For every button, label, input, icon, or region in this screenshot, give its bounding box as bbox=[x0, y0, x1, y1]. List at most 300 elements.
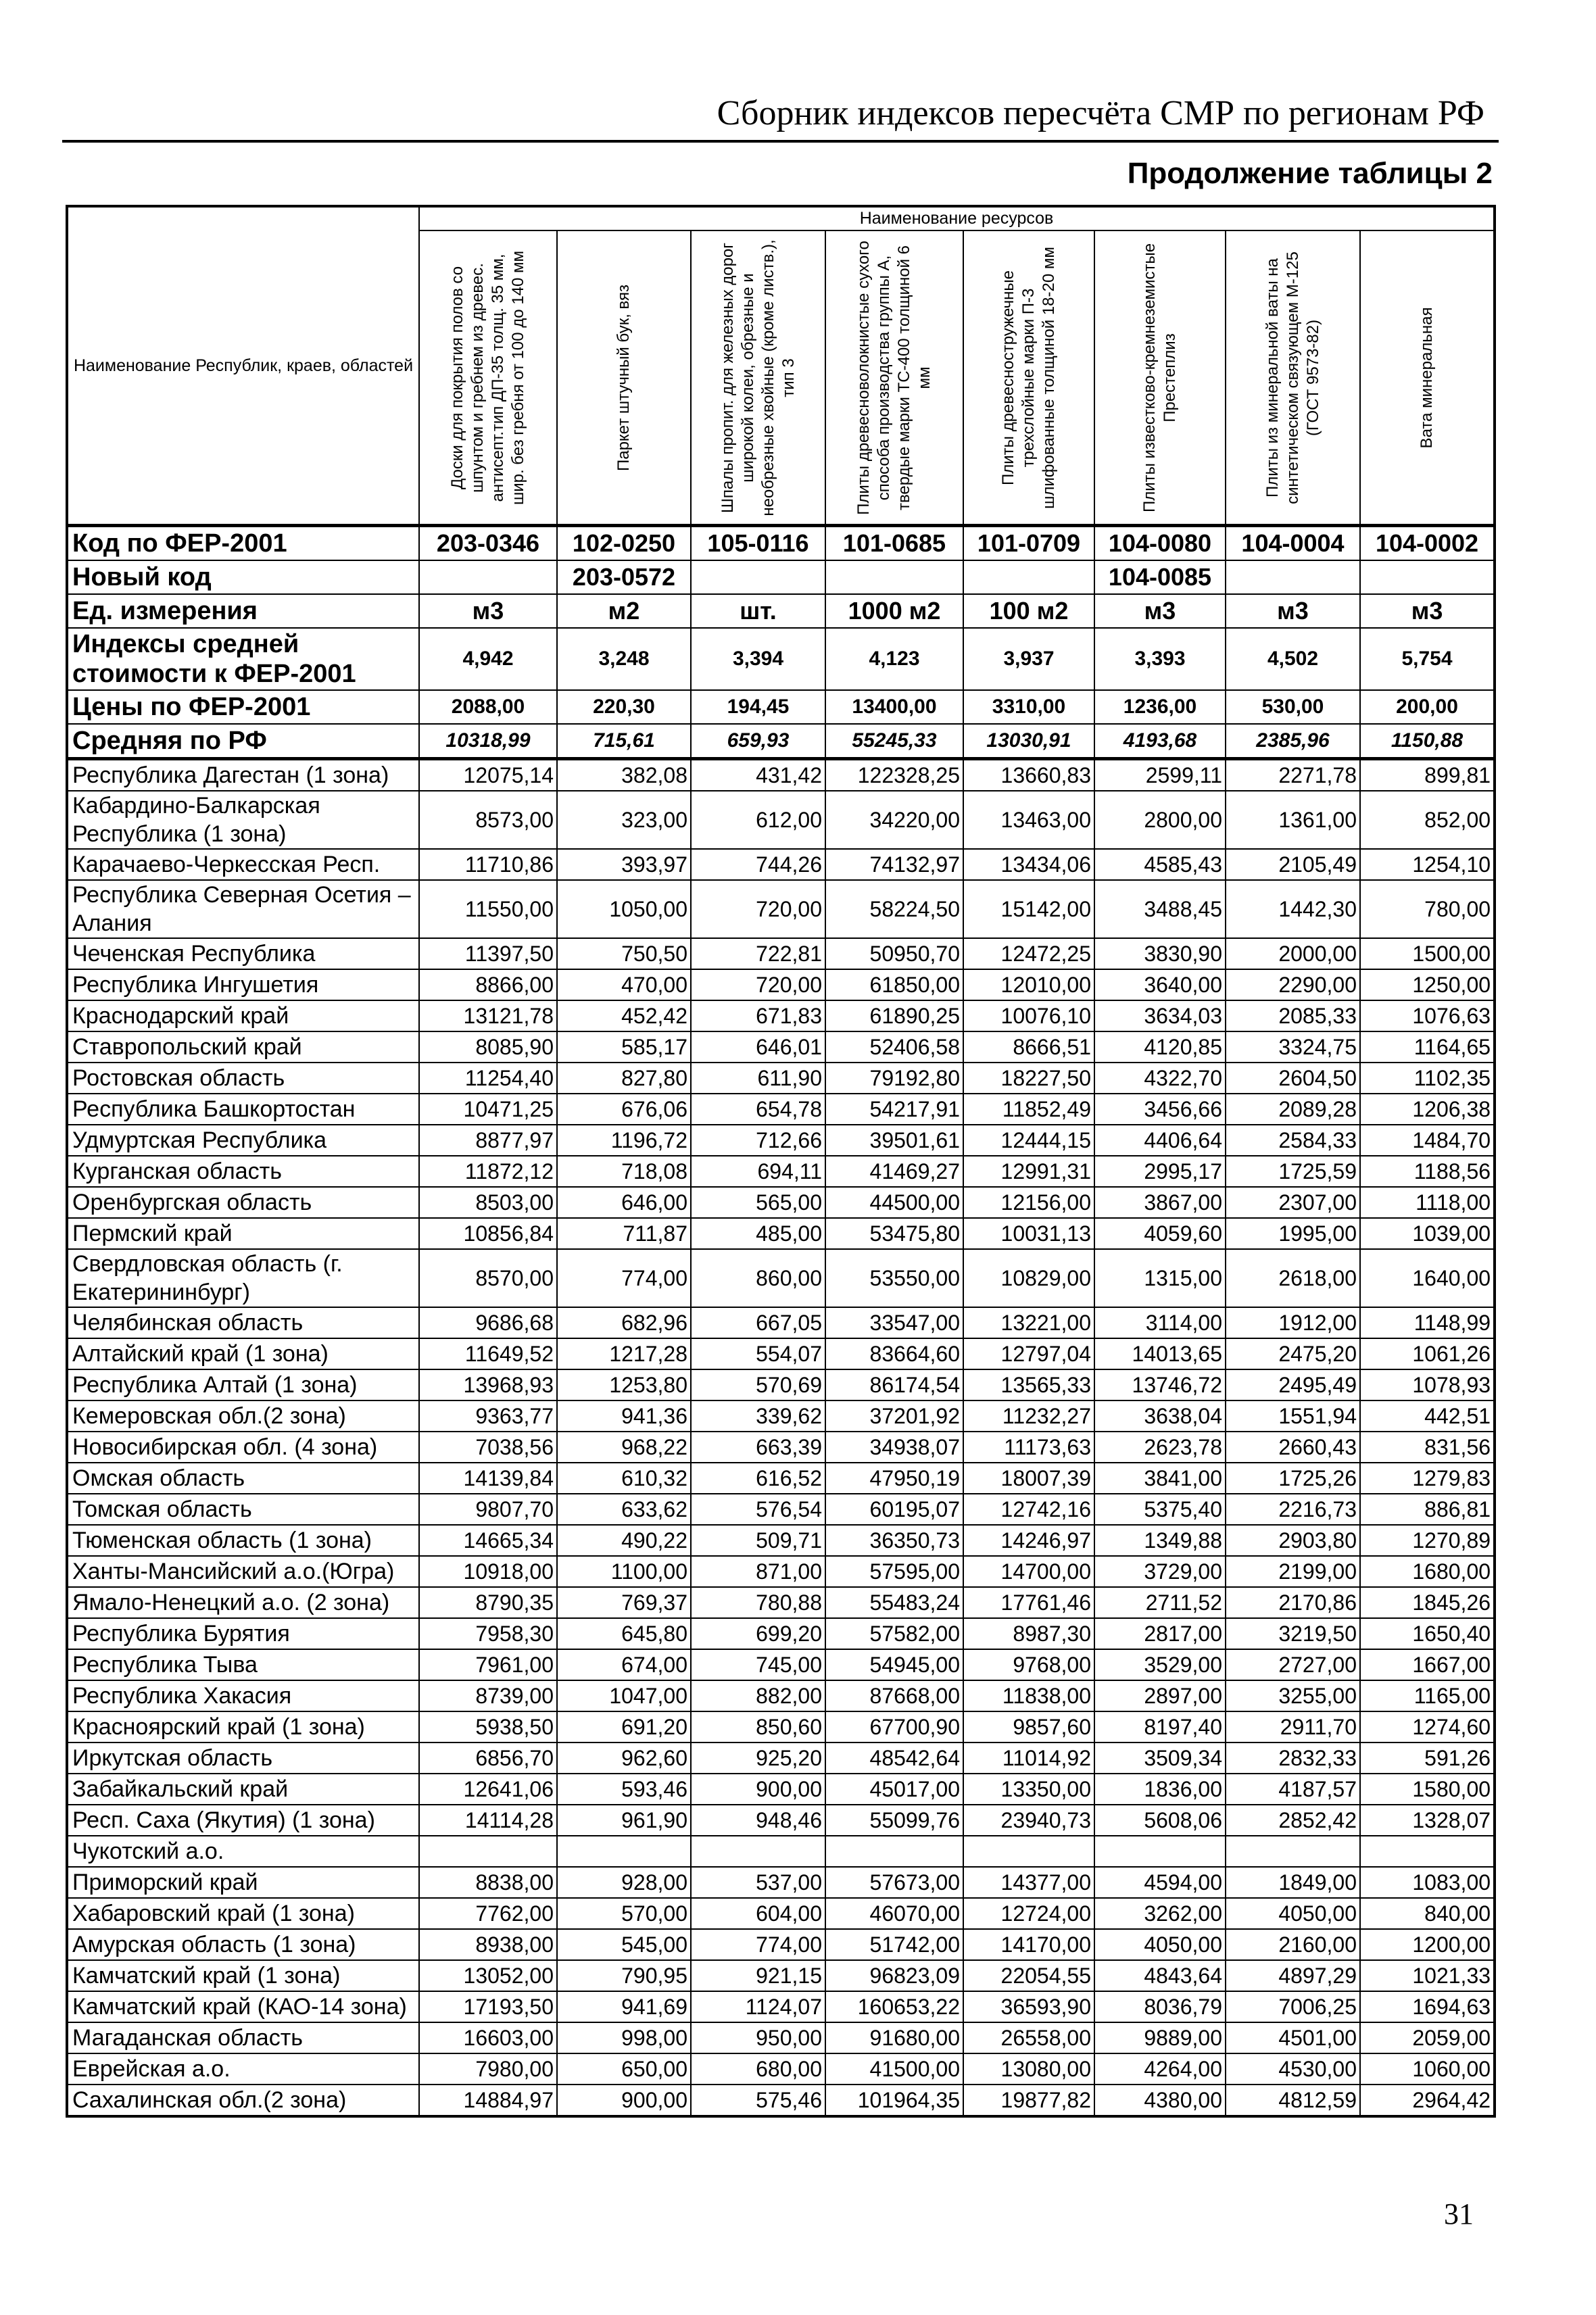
value-cell: 1118,00 bbox=[1360, 1187, 1495, 1218]
table-row bbox=[67, 2053, 1495, 2085]
meta-cell: 100 м2 bbox=[963, 594, 1094, 628]
value-cell: 4594,00 bbox=[1094, 1867, 1226, 1898]
value-cell: 676,06 bbox=[557, 1094, 691, 1125]
value-cell: 3262,00 bbox=[1094, 1898, 1226, 1929]
column-header bbox=[1360, 230, 1495, 526]
value-cell: 55099,76 bbox=[825, 1805, 963, 1836]
value-cell: 57673,00 bbox=[825, 1867, 963, 1898]
region-name: Республика Дагестан (1 зона) bbox=[67, 759, 419, 791]
table-row bbox=[67, 1094, 1495, 1125]
value-cell: 5938,50 bbox=[419, 1711, 557, 1743]
value-cell: 48542,64 bbox=[825, 1743, 963, 1774]
value-cell: 4322,70 bbox=[1094, 1063, 1226, 1094]
region-name: Кабардино-Балкарская Республика (1 зона) bbox=[67, 791, 419, 849]
region-name: Омская область bbox=[67, 1463, 419, 1494]
table-row bbox=[67, 759, 1495, 791]
region-name: Кемеровская обл.(2 зона) bbox=[67, 1400, 419, 1432]
value-cell: 1442,30 bbox=[1226, 880, 1360, 938]
value-cell: 2495,49 bbox=[1226, 1369, 1360, 1400]
value-cell: 8085,90 bbox=[419, 1031, 557, 1063]
value-cell: 2727,00 bbox=[1226, 1649, 1360, 1680]
value-cell: 1725,26 bbox=[1226, 1463, 1360, 1494]
meta-cell: м3 bbox=[1094, 594, 1226, 628]
value-cell: 711,87 bbox=[557, 1218, 691, 1249]
value-cell: 1188,56 bbox=[1360, 1156, 1495, 1187]
value-cell: 47950,19 bbox=[825, 1463, 963, 1494]
value-cell: 8866,00 bbox=[419, 969, 557, 1000]
value-cell: 339,62 bbox=[691, 1400, 825, 1432]
value-cell: 2584,33 bbox=[1226, 1125, 1360, 1156]
value-cell: 41469,27 bbox=[825, 1156, 963, 1187]
value-cell: 96823,09 bbox=[825, 1960, 963, 1991]
meta-cell bbox=[825, 560, 963, 594]
meta-cell: 101-0685 bbox=[825, 526, 963, 561]
column-header bbox=[419, 230, 557, 526]
meta-cell: м3 bbox=[1226, 594, 1360, 628]
value-cell: 6856,70 bbox=[419, 1743, 557, 1774]
column-header-label: Плиты древесностружечные трехслойные марки П-3 шлифованные толщиной 18-20 мм bbox=[999, 246, 1058, 509]
value-cell: 74132,97 bbox=[825, 849, 963, 880]
value-cell bbox=[691, 1836, 825, 1867]
value-cell: 2911,70 bbox=[1226, 1711, 1360, 1743]
value-cell: 8573,00 bbox=[419, 791, 557, 849]
meta-cell: 659,93 bbox=[691, 724, 825, 759]
table-row bbox=[67, 1711, 1495, 1743]
value-cell: 654,78 bbox=[691, 1094, 825, 1125]
value-cell: 3456,66 bbox=[1094, 1094, 1226, 1125]
value-cell: 36593,90 bbox=[963, 1991, 1094, 2022]
region-name: Иркутская область bbox=[67, 1743, 419, 1774]
table-row bbox=[67, 1338, 1495, 1369]
value-cell: 13052,00 bbox=[419, 1960, 557, 1991]
meta-cell bbox=[419, 560, 557, 594]
value-cell: 646,00 bbox=[557, 1187, 691, 1218]
value-cell: 11173,63 bbox=[963, 1432, 1094, 1463]
region-name: Приморский край bbox=[67, 1867, 419, 1898]
meta-cell: шт. bbox=[691, 594, 825, 628]
meta-cell: 203-0572 bbox=[557, 560, 691, 594]
value-cell: 1328,07 bbox=[1360, 1805, 1495, 1836]
meta-cell: 2088,00 bbox=[419, 690, 557, 724]
value-cell: 8739,00 bbox=[419, 1680, 557, 1711]
table-row bbox=[67, 938, 1495, 969]
value-cell: 667,05 bbox=[691, 1307, 825, 1338]
meta-cell: 2385,96 bbox=[1226, 724, 1360, 759]
value-cell: 14884,97 bbox=[419, 2085, 557, 2116]
value-cell: 998,00 bbox=[557, 2022, 691, 2053]
value-cell: 750,50 bbox=[557, 938, 691, 969]
value-cell: 790,95 bbox=[557, 1960, 691, 1991]
region-name: Чеченская Республика bbox=[67, 938, 419, 969]
value-cell: 34938,07 bbox=[825, 1432, 963, 1463]
table-row bbox=[67, 1249, 1495, 1307]
value-cell: 1060,00 bbox=[1360, 2053, 1495, 2085]
value-cell: 79192,80 bbox=[825, 1063, 963, 1094]
table-row bbox=[67, 1960, 1495, 1991]
value-cell: 570,00 bbox=[557, 1898, 691, 1929]
value-cell: 780,88 bbox=[691, 1587, 825, 1618]
value-cell: 11852,49 bbox=[963, 1094, 1094, 1125]
row-label: Код по ФЕР-2001 bbox=[67, 526, 419, 561]
value-cell: 9686,68 bbox=[419, 1307, 557, 1338]
value-cell: 7961,00 bbox=[419, 1649, 557, 1680]
value-cell: 2817,00 bbox=[1094, 1618, 1226, 1649]
value-cell: 2199,00 bbox=[1226, 1556, 1360, 1587]
value-cell: 1102,35 bbox=[1360, 1063, 1495, 1094]
value-cell: 442,51 bbox=[1360, 1400, 1495, 1432]
value-cell: 1200,00 bbox=[1360, 1929, 1495, 1960]
value-cell: 1270,89 bbox=[1360, 1525, 1495, 1556]
region-name: Тюменская область (1 зона) bbox=[67, 1525, 419, 1556]
value-cell: 83664,60 bbox=[825, 1338, 963, 1369]
value-cell: 2307,00 bbox=[1226, 1187, 1360, 1218]
value-cell: 12742,16 bbox=[963, 1494, 1094, 1525]
value-cell: 2059,00 bbox=[1360, 2022, 1495, 2053]
table-row bbox=[67, 1000, 1495, 1031]
value-cell: 780,00 bbox=[1360, 880, 1495, 938]
value-cell: 8197,40 bbox=[1094, 1711, 1226, 1743]
value-cell: 11838,00 bbox=[963, 1680, 1094, 1711]
value-cell: 718,08 bbox=[557, 1156, 691, 1187]
value-cell: 831,56 bbox=[1360, 1432, 1495, 1463]
value-cell: 2089,28 bbox=[1226, 1094, 1360, 1125]
value-cell: 14246,97 bbox=[963, 1525, 1094, 1556]
value-cell: 57582,00 bbox=[825, 1618, 963, 1649]
value-cell: 616,52 bbox=[691, 1463, 825, 1494]
value-cell: 13660,83 bbox=[963, 759, 1094, 791]
region-name: Алтайский край (1 зона) bbox=[67, 1338, 419, 1369]
value-cell: 1694,63 bbox=[1360, 1991, 1495, 2022]
value-cell: 545,00 bbox=[557, 1929, 691, 1960]
value-cell: 13221,00 bbox=[963, 1307, 1094, 1338]
value-cell: 12075,14 bbox=[419, 759, 557, 791]
value-cell: 900,00 bbox=[691, 1774, 825, 1805]
meta-cell: 3,937 bbox=[963, 628, 1094, 690]
region-name: Курганская область bbox=[67, 1156, 419, 1187]
column-header-label: Доски для покрытия полов со шпунтом и гребнем из древес. антисепт.тип ДП-35 толщ. 35 мм, шир. без гребня от 100 до 140 мм bbox=[448, 250, 527, 505]
value-cell: 2216,73 bbox=[1226, 1494, 1360, 1525]
column-header bbox=[1226, 230, 1360, 526]
value-cell: 2623,78 bbox=[1094, 1432, 1226, 1463]
value-cell: 2160,00 bbox=[1226, 1929, 1360, 1960]
value-cell: 961,90 bbox=[557, 1805, 691, 1836]
value-cell: 1500,00 bbox=[1360, 938, 1495, 969]
value-cell: 860,00 bbox=[691, 1249, 825, 1307]
value-cell: 33547,00 bbox=[825, 1307, 963, 1338]
meta-cell: 200,00 bbox=[1360, 690, 1495, 724]
table-row bbox=[67, 1556, 1495, 1587]
value-cell: 12156,00 bbox=[963, 1187, 1094, 1218]
value-cell: 671,83 bbox=[691, 1000, 825, 1031]
table-row bbox=[67, 2085, 1495, 2116]
value-cell: 3638,04 bbox=[1094, 1400, 1226, 1432]
table-row bbox=[67, 1649, 1495, 1680]
value-cell: 11397,50 bbox=[419, 938, 557, 969]
column-header bbox=[825, 230, 963, 526]
value-cell: 323,00 bbox=[557, 791, 691, 849]
value-cell: 1250,00 bbox=[1360, 969, 1495, 1000]
table-row bbox=[67, 1743, 1495, 1774]
region-name: Республика Башкортостан bbox=[67, 1094, 419, 1125]
value-cell: 12444,15 bbox=[963, 1125, 1094, 1156]
value-cell: 1667,00 bbox=[1360, 1649, 1495, 1680]
value-cell: 900,00 bbox=[557, 2085, 691, 2116]
value-cell: 12010,00 bbox=[963, 969, 1094, 1000]
value-cell: 2271,78 bbox=[1226, 759, 1360, 791]
value-cell: 46070,00 bbox=[825, 1898, 963, 1929]
region-name: Республика Тыва bbox=[67, 1649, 419, 1680]
value-cell: 8987,30 bbox=[963, 1618, 1094, 1649]
value-cell: 1650,40 bbox=[1360, 1618, 1495, 1649]
value-cell: 22054,55 bbox=[963, 1960, 1094, 1991]
value-cell: 591,26 bbox=[1360, 1743, 1495, 1774]
value-cell: 722,81 bbox=[691, 938, 825, 969]
value-cell: 9857,60 bbox=[963, 1711, 1094, 1743]
value-cell: 745,00 bbox=[691, 1649, 825, 1680]
table-row bbox=[67, 1494, 1495, 1525]
value-cell: 691,20 bbox=[557, 1711, 691, 1743]
table-row bbox=[67, 1805, 1495, 1836]
meta-cell: 102-0250 bbox=[557, 526, 691, 561]
value-cell: 4530,00 bbox=[1226, 2053, 1360, 2085]
value-cell: 1254,10 bbox=[1360, 849, 1495, 880]
value-cell: 2800,00 bbox=[1094, 791, 1226, 849]
value-cell: 2852,42 bbox=[1226, 1805, 1360, 1836]
value-cell: 12472,25 bbox=[963, 938, 1094, 969]
value-cell: 575,46 bbox=[691, 2085, 825, 2116]
region-name: Республика Алтай (1 зона) bbox=[67, 1369, 419, 1400]
value-cell: 680,00 bbox=[691, 2053, 825, 2085]
table-row bbox=[67, 1774, 1495, 1805]
table-row bbox=[67, 1463, 1495, 1494]
value-cell: 13121,78 bbox=[419, 1000, 557, 1031]
value-cell: 9768,00 bbox=[963, 1649, 1094, 1680]
value-cell: 1078,93 bbox=[1360, 1369, 1495, 1400]
value-cell: 509,71 bbox=[691, 1525, 825, 1556]
value-cell: 3867,00 bbox=[1094, 1187, 1226, 1218]
value-cell: 51742,00 bbox=[825, 1929, 963, 1960]
value-cell bbox=[825, 1836, 963, 1867]
value-cell: 899,81 bbox=[1360, 759, 1495, 791]
value-cell: 3509,34 bbox=[1094, 1743, 1226, 1774]
value-cell: 1484,70 bbox=[1360, 1125, 1495, 1156]
value-cell: 37201,92 bbox=[825, 1400, 963, 1432]
value-cell: 2964,42 bbox=[1360, 2085, 1495, 2116]
value-cell: 1279,83 bbox=[1360, 1463, 1495, 1494]
value-cell: 554,07 bbox=[691, 1338, 825, 1369]
value-cell: 10031,13 bbox=[963, 1218, 1094, 1249]
value-cell: 4264,00 bbox=[1094, 2053, 1226, 2085]
value-cell: 431,42 bbox=[691, 759, 825, 791]
value-cell: 646,01 bbox=[691, 1031, 825, 1063]
region-name: Удмуртская Республика bbox=[67, 1125, 419, 1156]
regional-price-table bbox=[66, 205, 1496, 2118]
value-cell: 10829,00 bbox=[963, 1249, 1094, 1307]
value-cell: 11649,52 bbox=[419, 1338, 557, 1369]
value-cell: 14665,34 bbox=[419, 1525, 557, 1556]
value-cell: 8838,00 bbox=[419, 1867, 557, 1898]
value-cell: 10471,25 bbox=[419, 1094, 557, 1125]
value-cell: 44500,00 bbox=[825, 1187, 963, 1218]
value-cell: 925,20 bbox=[691, 1743, 825, 1774]
meta-cell: 530,00 bbox=[1226, 690, 1360, 724]
value-cell: 67700,90 bbox=[825, 1711, 963, 1743]
value-cell: 570,69 bbox=[691, 1369, 825, 1400]
value-cell: 14377,00 bbox=[963, 1867, 1094, 1898]
value-cell: 39501,61 bbox=[825, 1125, 963, 1156]
table-row bbox=[67, 1400, 1495, 1432]
value-cell: 61890,25 bbox=[825, 1000, 963, 1031]
value-cell: 3114,00 bbox=[1094, 1307, 1226, 1338]
value-cell: 1148,99 bbox=[1360, 1307, 1495, 1338]
value-cell: 921,15 bbox=[691, 1960, 825, 1991]
value-cell: 699,20 bbox=[691, 1618, 825, 1649]
value-cell: 1217,28 bbox=[557, 1338, 691, 1369]
meta-cell bbox=[1360, 560, 1495, 594]
value-cell: 452,42 bbox=[557, 1000, 691, 1031]
value-cell: 3529,00 bbox=[1094, 1649, 1226, 1680]
table-row bbox=[67, 1369, 1495, 1400]
value-cell: 4406,64 bbox=[1094, 1125, 1226, 1156]
value-cell: 2618,00 bbox=[1226, 1249, 1360, 1307]
value-cell: 1580,00 bbox=[1360, 1774, 1495, 1805]
region-name: Томская область bbox=[67, 1494, 419, 1525]
value-cell: 611,90 bbox=[691, 1063, 825, 1094]
row-label: Ед. измерения bbox=[67, 594, 419, 628]
region-name: Камчатский край (1 зона) bbox=[67, 1960, 419, 1991]
value-cell: 91680,00 bbox=[825, 2022, 963, 2053]
value-cell: 50950,70 bbox=[825, 938, 963, 969]
value-cell: 1680,00 bbox=[1360, 1556, 1495, 1587]
meta-cell: 13030,91 bbox=[963, 724, 1094, 759]
row-label: Средняя по РФ bbox=[67, 724, 419, 759]
value-cell: 11550,00 bbox=[419, 880, 557, 938]
meta-cell: 220,30 bbox=[557, 690, 691, 724]
table-row bbox=[67, 791, 1495, 849]
meta-cell: 5,754 bbox=[1360, 628, 1495, 690]
value-cell: 3729,00 bbox=[1094, 1556, 1226, 1587]
value-cell: 2085,33 bbox=[1226, 1000, 1360, 1031]
value-cell: 1047,00 bbox=[557, 1680, 691, 1711]
meta-cell: 104-0004 bbox=[1226, 526, 1360, 561]
value-cell: 8938,00 bbox=[419, 1929, 557, 1960]
value-cell: 490,22 bbox=[557, 1525, 691, 1556]
value-cell: 13746,72 bbox=[1094, 1369, 1226, 1400]
value-cell: 4897,29 bbox=[1226, 1960, 1360, 1991]
meta-cell: 3,394 bbox=[691, 628, 825, 690]
meta-cell: 3,248 bbox=[557, 628, 691, 690]
table-row bbox=[67, 1307, 1495, 1338]
value-cell: 650,00 bbox=[557, 2053, 691, 2085]
value-cell: 3841,00 bbox=[1094, 1463, 1226, 1494]
value-cell: 774,00 bbox=[557, 1249, 691, 1307]
value-cell: 7980,00 bbox=[419, 2053, 557, 2085]
value-cell: 1165,00 bbox=[1360, 1680, 1495, 1711]
region-name: Краснодарский край bbox=[67, 1000, 419, 1031]
region-name: Республика Бурятия bbox=[67, 1618, 419, 1649]
value-cell: 928,00 bbox=[557, 1867, 691, 1898]
value-cell: 4120,85 bbox=[1094, 1031, 1226, 1063]
value-cell: 1995,00 bbox=[1226, 1218, 1360, 1249]
value-cell: 5375,40 bbox=[1094, 1494, 1226, 1525]
meta-cell: 194,45 bbox=[691, 690, 825, 724]
table-row bbox=[67, 1156, 1495, 1187]
value-cell: 712,66 bbox=[691, 1125, 825, 1156]
value-cell: 14139,84 bbox=[419, 1463, 557, 1494]
meta-cell: 1236,00 bbox=[1094, 690, 1226, 724]
column-header-label: Паркет штучный бук, вяз bbox=[614, 284, 633, 471]
value-cell: 663,39 bbox=[691, 1432, 825, 1463]
region-name: Новосибирская обл. (4 зона) bbox=[67, 1432, 419, 1463]
value-cell: 1076,63 bbox=[1360, 1000, 1495, 1031]
value-cell: 9889,00 bbox=[1094, 2022, 1226, 2053]
value-cell: 1349,88 bbox=[1094, 1525, 1226, 1556]
region-name: Ставропольский край bbox=[67, 1031, 419, 1063]
value-cell: 948,46 bbox=[691, 1805, 825, 1836]
value-cell: 12797,04 bbox=[963, 1338, 1094, 1369]
value-cell bbox=[963, 1836, 1094, 1867]
value-cell: 850,60 bbox=[691, 1711, 825, 1743]
value-cell bbox=[1226, 1836, 1360, 1867]
value-cell: 2660,43 bbox=[1226, 1432, 1360, 1463]
value-cell: 14170,00 bbox=[963, 1929, 1094, 1960]
value-cell: 4050,00 bbox=[1226, 1898, 1360, 1929]
value-cell bbox=[1094, 1836, 1226, 1867]
column-header bbox=[1094, 230, 1226, 526]
value-cell: 1845,26 bbox=[1360, 1587, 1495, 1618]
value-cell: 11232,27 bbox=[963, 1400, 1094, 1432]
page-number: 31 bbox=[1444, 2197, 1474, 2231]
table-row bbox=[67, 1187, 1495, 1218]
value-cell: 645,80 bbox=[557, 1618, 691, 1649]
region-name: Хабаровский край (1 зона) bbox=[67, 1898, 419, 1929]
value-cell: 1551,94 bbox=[1226, 1400, 1360, 1432]
value-cell: 2903,80 bbox=[1226, 1525, 1360, 1556]
meta-cell: 4193,68 bbox=[1094, 724, 1226, 759]
region-name: Оренбургская область bbox=[67, 1187, 419, 1218]
column-header-label: Плиты древесноволокнистые сухого способа производства группы А, твердые марки ТС-400 толщиной 6 мм bbox=[854, 240, 934, 515]
value-cell: 2995,17 bbox=[1094, 1156, 1226, 1187]
value-cell: 871,00 bbox=[691, 1556, 825, 1587]
meta-cell: 203-0346 bbox=[419, 526, 557, 561]
meta-cell: 10318,99 bbox=[419, 724, 557, 759]
meta-cell: 104-0080 bbox=[1094, 526, 1226, 561]
value-cell: 15142,00 bbox=[963, 880, 1094, 938]
value-cell: 36350,73 bbox=[825, 1525, 963, 1556]
value-cell: 26558,00 bbox=[963, 2022, 1094, 2053]
value-cell: 3640,00 bbox=[1094, 969, 1226, 1000]
value-cell: 4050,00 bbox=[1094, 1929, 1226, 1960]
column-header-label: Плиты из минеральной ваты на синтетическом связующем М-125 (ГОСТ 9573-82) bbox=[1263, 251, 1322, 504]
table-row bbox=[67, 1587, 1495, 1618]
value-cell bbox=[419, 1836, 557, 1867]
value-cell: 10076,10 bbox=[963, 1000, 1094, 1031]
value-cell: 2475,20 bbox=[1226, 1338, 1360, 1369]
unit-row bbox=[67, 594, 1495, 628]
meta-cell: 4,123 bbox=[825, 628, 963, 690]
region-name: Республика Ингушетия bbox=[67, 969, 419, 1000]
region-name: Амурская область (1 зона) bbox=[67, 1929, 419, 1960]
resources-group-header: Наименование ресурсов bbox=[419, 206, 1495, 230]
value-cell: 53475,80 bbox=[825, 1218, 963, 1249]
value-cell: 12724,00 bbox=[963, 1898, 1094, 1929]
value-cell: 7958,30 bbox=[419, 1618, 557, 1649]
value-cell: 101964,35 bbox=[825, 2085, 963, 2116]
value-cell: 7038,56 bbox=[419, 1432, 557, 1463]
value-cell: 1050,00 bbox=[557, 880, 691, 938]
region-name: Республика Хакасия bbox=[67, 1680, 419, 1711]
table-row bbox=[67, 1867, 1495, 1898]
